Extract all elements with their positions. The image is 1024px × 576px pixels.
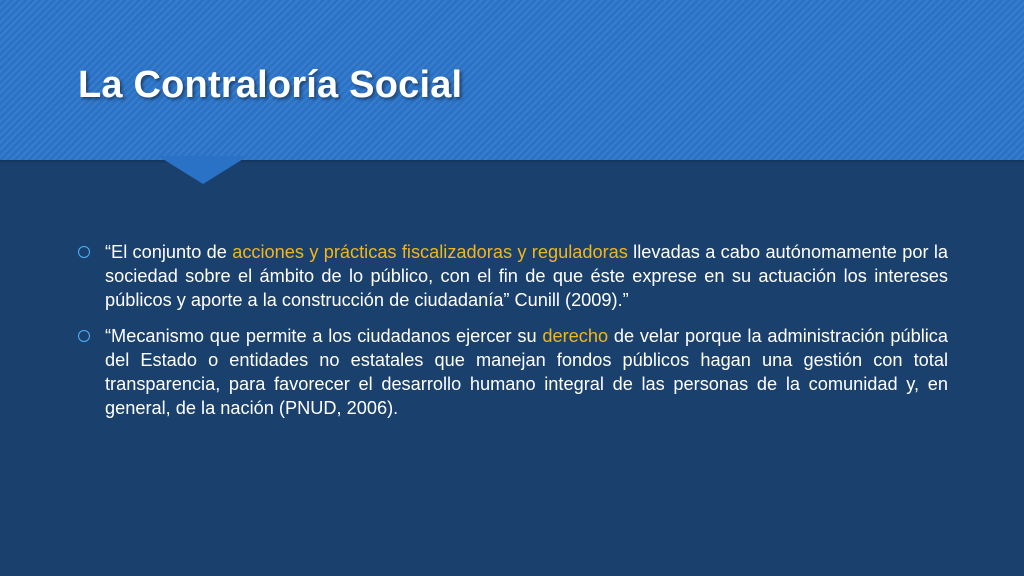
circle-bullet-icon <box>78 246 90 258</box>
bullet-text: de velar porque la administración pública del Estado o entidades no estatales que manejan fondos públicos hagan una gestión con total transparencia, para favorecer el desarrollo humano integral de las personas de la comunidad y, en general, de la nación (PNUD, 2006). <box>105 326 948 418</box>
bullet-text: “El conjunto de <box>105 242 233 262</box>
bullet-text: “Mecanismo que permite a los ciudadanos ejercer su <box>105 326 543 346</box>
highlighted-text: derecho <box>542 326 609 346</box>
circle-bullet-icon <box>78 330 90 342</box>
highlighted-text: acciones y prácticas fiscalizadoras y reguladoras <box>232 242 628 262</box>
slide-title: La Contraloría Social <box>78 64 463 106</box>
banner-notch <box>158 156 248 186</box>
bullet-item <box>78 324 948 420</box>
bullet-text: llevadas a cabo autónomamente por la sociedad sobre el ámbito de lo público, con el fin de que éste exprese en su actuación los intereses públicos y aporte a la construcción de ciudadanía” Cunill (2009).” <box>105 242 948 310</box>
banner-shadow <box>0 160 1024 164</box>
bullet-list <box>78 240 948 432</box>
bullet-item <box>78 240 948 312</box>
